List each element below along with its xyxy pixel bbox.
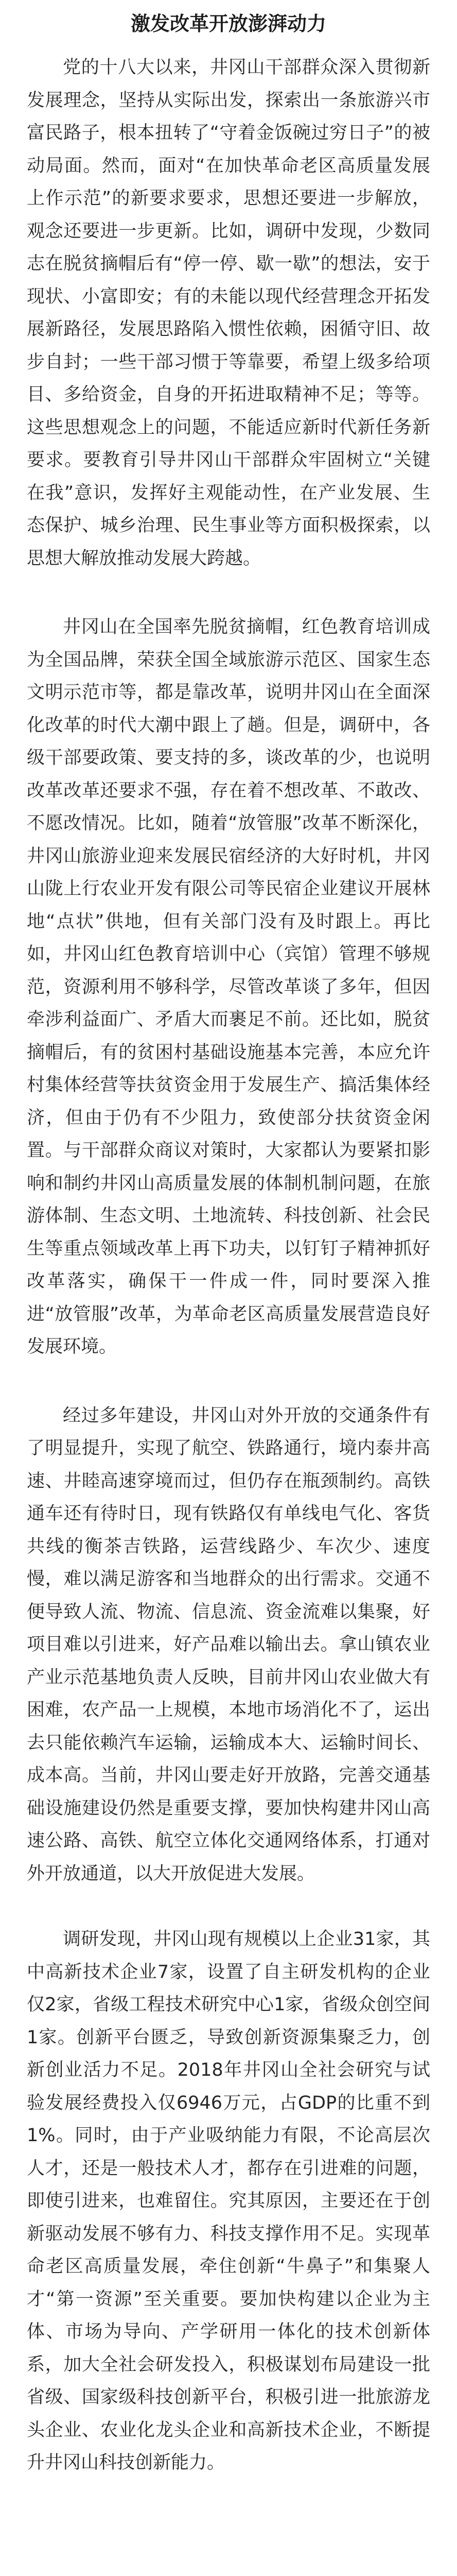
paragraph-spacer (27, 1890, 430, 1923)
article-paragraph: 党的十八大以来，井冈山干部群众深入贯彻新发展理念，坚持从实际出发，探索出一条旅游兴市富民路子，根本扭转了“守着金饭碗过穷日子”的被动局面。然而，面对“在加快革命老区高质量发展上作示范”的新要求要求，思想还要进一步解放，观念还要进一步更新。比如，调研中发现，少数同志在脱贫摘帽后有“停一停、歇一歇”的想法，安于现状、小富即安；有的未能以现代经营理念开拓发展新路径，发展思路陷入惯性依赖，困循守旧、故步自封；一些干部习惯于等靠要，希望上级多给项目、多给资金，自身的开拓进取精神不足；等等。这些思想观念上的问题，不能适应新时代新任务新要求。要教育引导井冈山干部群众牢固树立“关键在我”意识，发挥好主观能动性，在产业发展、生态保护、城乡治理、民生事业等方面积极探索，以思想大解放推动发展大跨越。 (27, 57, 430, 569)
paragraph-spacer (27, 1364, 430, 1400)
article-paragraph: 经过多年建设，井冈山对外开放的交通条件有了明显提升，实现了航空、铁路通行，境内泰井高速、井睦高速穿境而过，但仍存在瓶颈制约。高铁通车还有待时日，现有铁路仅有单线电气化、客货共线的衡茶吉铁路，运营线路少、车次少、速度慢，难以满足游客和当地群众的出行需求。交通不便导致人流、物流、信息流、资金流难以集聚，好项目难以引进来，好产品难以输出去。拿山镇农业产业示范基地负责人反映，目前井冈山农业做大有困难，农产品一上规模，本地市场消化不了，运出去只能依赖汽车运输，运输成本大、运输时间长、成本高。当前，井冈山要走好开放路，完善交通基础设施建设仍然是重要支撑，要加快构建井冈山高速公路、高铁、航空立体化交通网络体系，打通对外开放通道，以大开放促进大发展。 (27, 1405, 430, 1884)
article-paragraph: 调研发现，井冈山现有规模以上企业31家，其中高新技术企业7家，设置了自主研发机构的企业仅2家，省级工程技术研究中心1家，省级众创空间1家。创新平台匮乏，导致创新资源集聚乏力，创新创业活力不足。2018年井冈山全社会研究与试验发展经费投入仅6946万元，占GDP的比重不到1%。同时，由于产业吸纳能力有限，不论高层次人才，还是一般技术人才，都存在引进难的问题，即使引进来，也难留住。究其原因，主要还在于创新驱动发展不够有力、科技支撑作用不足。实现革命老区高质量发展，牵住创新“牛鼻子”和集聚人才“第一资源”至关重要。要加快构建以企业为主体、市场为导向、产学研用一体化的技术创新体系，加大全社会研发投入，积极谋划布局建设一批省级、国家级科技创新平台，积极引进一批旅游龙头企业、农业化龙头企业和高新技术企业，不断提升井冈山科技创新能力。 (27, 1929, 430, 2473)
paragraph-spacer (27, 575, 430, 611)
article-paragraph: 井冈山在全国率先脱贫摘帽，红色教育培训成为全国品牌，荣获全国全域旅游示范区、国家生态文明示范市等，都是靠改革，说明井冈山在全面深化改革的时代大潮中跟上了趟。但是，调研中，各级干部要政策、要支持的多，谈改革的少，也说明改革改革还要求不强，存在着不想改革、不敢改、不愿改情况。比如，随着“放管服”改革不断深化，井冈山旅游业迎来发展民宿经济的大好时机，井冈山陇上行农业开发有限公司等民宿企业建议开展林地“点状”供地，但有关部门没有及时跟上。再比如，井冈山红色教育培训中心（宾馆）管理不够规范，资源利用不够科学，尽管改革谈了多年，但因牵涉利益面广、矛盾大而裹足不前。还比如，脱贫摘帽后，有的贫困村基础设施基本完善，本应允许村集体经营等扶贫资金用于发展生产、搞活集体经济，但由于仍有不少阻力，致使部分扶贫资金闲置。与干部群众商议对策时，大家都认为要紧扣影响和制约井冈山高质量发展的体制机制问题，在旅游体制、生态文明、土地流转、科技创新、社会民生等重点领域改革上再下功夫，以钉钉子精神抓好改革落实，确保干一件成一件，同时要深入推进“放管服”改革，为革命老区高质量发展营造良好发展环境。 (27, 617, 430, 1357)
article-title: 激发改革开放澎湃动力 (130, 12, 326, 35)
